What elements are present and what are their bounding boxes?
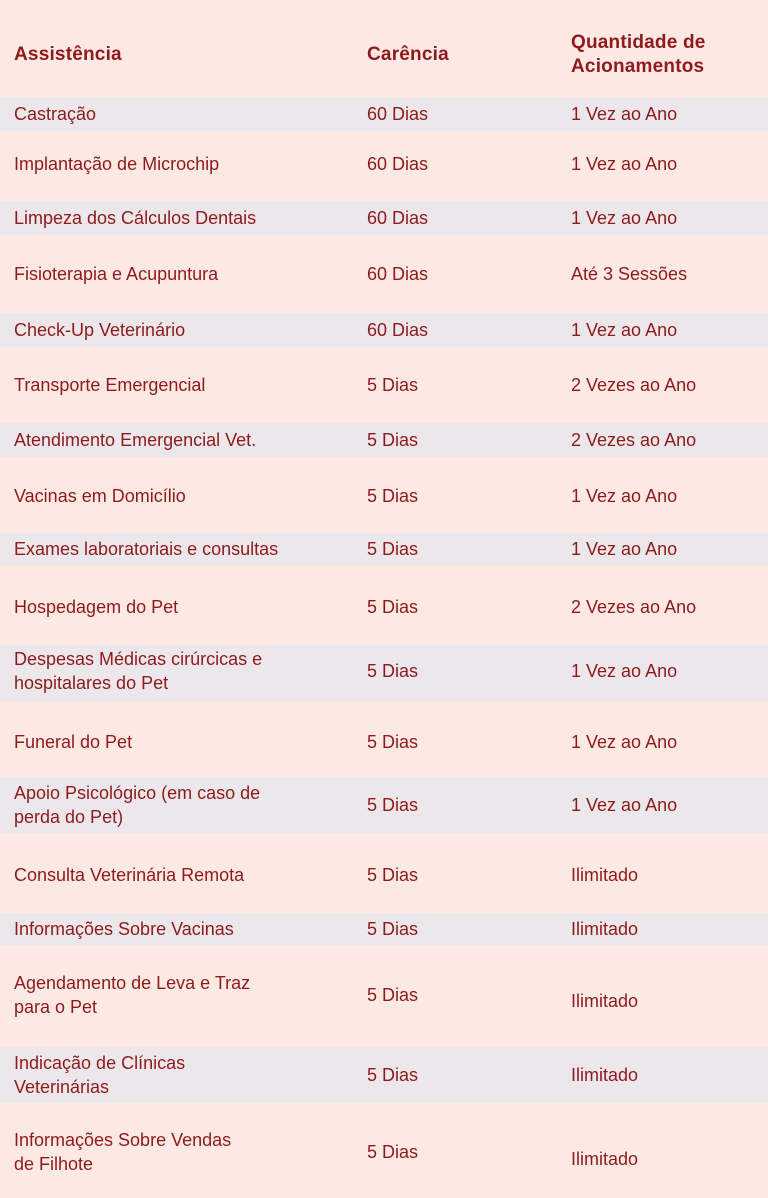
cell-assistencia: Check-Up Veterinário bbox=[14, 320, 186, 340]
cell-assistencia: Fisioterapia e Acupuntura bbox=[14, 264, 219, 284]
cell-assistencia: Consulta Veterinária Remota bbox=[14, 865, 245, 885]
cell-quantidade: 1 Vez ao Ano bbox=[571, 661, 678, 681]
cell-carencia: 5 Dias bbox=[367, 865, 419, 885]
cell-assistencia: Indicação de Clínicas Veterinárias bbox=[14, 1053, 186, 1097]
table-row bbox=[0, 533, 768, 565]
cell-carencia: 60 Dias bbox=[367, 104, 429, 124]
cell-assistencia: Exames laboratoriais e consultas bbox=[14, 539, 279, 559]
cell-carencia: 60 Dias bbox=[367, 208, 429, 228]
cell-assistencia: Implantação de Microchip bbox=[14, 154, 220, 174]
cell-carencia: 5 Dias bbox=[367, 1142, 419, 1162]
table-row bbox=[0, 833, 768, 913]
table-row bbox=[0, 457, 768, 533]
cell-quantidade: 1 Vez ao Ano bbox=[571, 208, 678, 228]
cell-quantidade: 1 Vez ao Ano bbox=[571, 104, 678, 124]
cell-carencia: 5 Dias bbox=[367, 661, 419, 681]
cell-quantidade: Até 3 Sessões bbox=[571, 264, 688, 284]
table-row bbox=[0, 235, 768, 313]
table-row bbox=[0, 913, 768, 945]
cell-assistencia: Transporte Emergencial bbox=[14, 375, 206, 395]
cell-assistencia: Limpeza dos Cálculos Dentais bbox=[14, 208, 257, 228]
table-row bbox=[0, 777, 768, 833]
cell-assistencia: Atendimento Emergencial Vet. bbox=[14, 430, 257, 450]
cell-carencia: 5 Dias bbox=[367, 985, 419, 1005]
table-row bbox=[0, 313, 768, 347]
table-row bbox=[0, 423, 768, 457]
table-row bbox=[0, 201, 768, 235]
table-row bbox=[0, 347, 768, 423]
cell-carencia: 5 Dias bbox=[367, 430, 419, 450]
cell-carencia: 60 Dias bbox=[367, 264, 429, 284]
cell-assistencia: Vacinas em Domicílio bbox=[14, 486, 186, 506]
cell-quantidade: Ilimitado bbox=[571, 1065, 639, 1085]
cell-quantidade: 1 Vez ao Ano bbox=[571, 539, 678, 559]
cell-quantidade: 1 Vez ao Ano bbox=[571, 486, 678, 506]
cell-quantidade: 1 Vez ao Ano bbox=[571, 320, 678, 340]
cell-assistencia: Hospedagem do Pet bbox=[14, 597, 179, 617]
cell-carencia: 5 Dias bbox=[367, 597, 419, 617]
cell-assistencia: Despesas Médicas cirúrcicas e hospitalares do Pet bbox=[14, 649, 263, 693]
table-row bbox=[0, 131, 768, 201]
cell-quantidade: 2 Vezes ao Ano bbox=[571, 375, 697, 395]
cell-carencia: 5 Dias bbox=[367, 486, 419, 506]
cell-carencia: 5 Dias bbox=[367, 732, 419, 752]
cell-carencia: 5 Dias bbox=[367, 795, 419, 815]
table-row bbox=[0, 945, 768, 1047]
table-row bbox=[0, 97, 768, 131]
cell-carencia: 60 Dias bbox=[367, 154, 429, 174]
cell-quantidade: Ilimitado bbox=[571, 991, 639, 1011]
cell-assistencia: Informações Sobre Vacinas bbox=[14, 919, 234, 939]
cell-quantidade: Ilimitado bbox=[571, 919, 639, 939]
cell-quantidade: Ilimitado bbox=[571, 1149, 639, 1169]
table-row bbox=[0, 701, 768, 777]
cell-carencia: 5 Dias bbox=[367, 539, 419, 559]
cell-carencia: 60 Dias bbox=[367, 320, 429, 340]
header-assistencia: Assistência bbox=[14, 44, 122, 65]
cell-carencia: 5 Dias bbox=[367, 919, 419, 939]
cell-quantidade: 2 Vezes ao Ano bbox=[571, 597, 697, 617]
cell-assistencia: Castração bbox=[14, 104, 97, 124]
header-carencia: Carência bbox=[367, 44, 449, 65]
table-row bbox=[0, 1047, 768, 1103]
table-row bbox=[0, 565, 768, 645]
cell-quantidade: 1 Vez ao Ano bbox=[571, 154, 678, 174]
cell-assistencia: Funeral do Pet bbox=[14, 732, 133, 752]
cell-carencia: 5 Dias bbox=[367, 1065, 419, 1085]
table-row bbox=[0, 1103, 768, 1198]
cell-quantidade: 1 Vez ao Ano bbox=[571, 732, 678, 752]
cell-assistencia: Agendamento de Leva e Traz para o Pet bbox=[14, 973, 251, 1017]
table-row bbox=[0, 645, 768, 701]
cell-assistencia: Apoio Psicológico (em caso de perda do Pet) bbox=[14, 783, 261, 827]
cell-assistencia: Informações Sobre Vendas de Filhote bbox=[14, 1130, 232, 1174]
header-quantidade: Quantidade de Acionamentos bbox=[571, 32, 706, 77]
table-header bbox=[0, 0, 768, 96]
cell-quantidade: 1 Vez ao Ano bbox=[571, 795, 678, 815]
cell-quantidade: 2 Vezes ao Ano bbox=[571, 430, 697, 450]
cell-carencia: 5 Dias bbox=[367, 375, 419, 395]
cell-quantidade: Ilimitado bbox=[571, 865, 639, 885]
